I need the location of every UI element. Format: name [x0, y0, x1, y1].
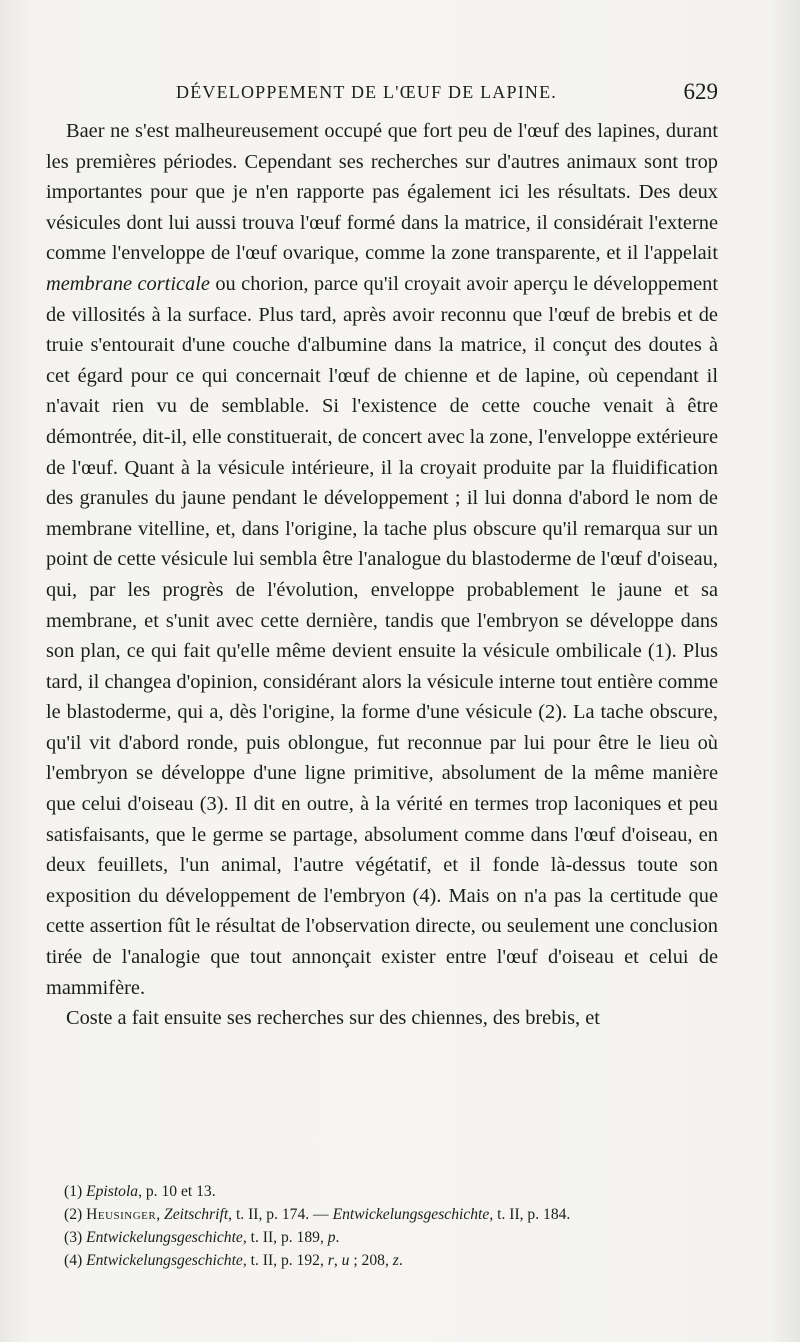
footnote [46, 1180, 718, 1203]
footnote-text: , [156, 1206, 165, 1223]
footnote-figure-ref: z [392, 1252, 399, 1269]
footnotes [46, 1180, 718, 1272]
footnote-author: Heusinger [86, 1206, 157, 1223]
footnote-marker: (2) [64, 1206, 87, 1223]
footnote-text: , p. 10 et 13. [138, 1183, 216, 1200]
footnote-title: Epistola [86, 1183, 139, 1200]
footnote-text: . [335, 1229, 340, 1246]
footnote-text: , t. II, p. 184. [489, 1206, 571, 1223]
body-text [46, 116, 718, 1034]
footnote-title: Zeitschrift [164, 1206, 229, 1223]
footnote-text: , t. II, p. 174. — [228, 1206, 333, 1223]
footnote-text: , t. II, p. 192, [242, 1252, 328, 1269]
footnote-text: . [398, 1252, 403, 1269]
paragraph [46, 1003, 718, 1034]
page-number: 629 [683, 79, 718, 104]
footnote-marker: (3) [64, 1229, 87, 1246]
footnote-text: , [333, 1252, 342, 1269]
footnote [46, 1249, 718, 1272]
italic-term: membrane corticale [46, 272, 210, 295]
footnote [46, 1203, 718, 1226]
footnote [46, 1226, 718, 1249]
footnote-text: , t. II, p. 189, [242, 1229, 328, 1246]
footnote-figure-ref: u [341, 1252, 350, 1269]
text-run: Coste a fait ensuite ses recherches sur des chiennes, des brebis, et [66, 1007, 600, 1030]
footnote-marker: (1) [64, 1183, 87, 1200]
text-run: Baer ne s'est malheureusement occupé que fort peu de l'œuf des lapines, durant les premières périodes. Cependant ses recherches sur d'autres animaux sont trop importantes pour que je n'en rapporte pas également ici les résultats. Des deux vésicules dont lui aussi trouva l'œuf formé dans la matrice, il considérait l'externe comme l'enveloppe de l'œuf ovarique, comme la zone transparente, et il l'appelait [46, 120, 718, 265]
footnote-title: Entwickelungsgeschichte [86, 1252, 243, 1269]
footnote-title: Entwickelungsgeschichte [86, 1229, 243, 1246]
running-head: DÉVELOPPEMENT DE L'ŒUF DE LAPINE. [176, 82, 558, 102]
footnote-figure-ref: p [327, 1229, 336, 1246]
footnote-title: Entwickelungsgeschichte [332, 1206, 490, 1223]
footnote-marker: (4) [64, 1252, 87, 1269]
text-run: ou chorion, parce qu'il croyait avoir aperçu le développement de villosités à la surface. Plus tard, après avoir reconnu que l'œuf de brebis et de truie s'entourait d'une couche d'albumine dans la matrice, il conçut des doutes à cet égard pour ce qui concernait l'œuf de chienne et de lapine, où cependant il n'avait rien vu de semblable. Si l'existence de cette couche venait à être démontrée, dit-il, elle constituerait, de concert avec la zone, l'enveloppe extérieure de l'œuf. Quant à la vésicule intérieure, il la croyait produite par la fluidification des granules du jaune pendant le développement ; il lui donna d'abord le nom de membrane vitelline, et, dans l'origine, la tache plus obscure qu'il remarqua sur un point de cette vésicule lui sembla être l'analogue du blastoderme de l'œuf d'oiseau, qui, par les progrès de l'évolution, enveloppe probablement le jaune et sa membrane, et s'unit avec cette dernière, tandis que l'embryon se développe dans son plan, ce qui fait qu'elle même devient ensuite la vésicule ombilicale (1). Plus tard, il changea d'opinion, considérant alors la vésicule interne tout entière comme le blastoderme, qui a, dès l'origine, la forme d'une vésicule (2). La tache obscure, qu'il vit d'abord ronde, puis oblongue, fut reconnue par lui pour être le lieu où l'embryon se développe d'une ligne primitive, absolument de la même manière que celui d'oiseau (3). Il dit en outre, à la vérité en termes trop laconiques et peu satisfaisants, que le germe se partage, absolument comme dans l'œuf d'oiseau, en deux feuillets, l'un animal, l'autre végétatif, et il fonde là-dessus toute son exposition du développement de l'embryon (4). Mais on n'a pas la certitude que cette assertion fût le résultat de l'observation directe, ou seulement une conclusion tirée de l'analogie que tout annonçait exister entre l'œuf d'oiseau et celui de mammifère. [46, 272, 718, 999]
footnote-text: ; 208, [349, 1252, 393, 1269]
footnote-figure-ref: r [327, 1252, 334, 1269]
paragraph [46, 116, 718, 1003]
